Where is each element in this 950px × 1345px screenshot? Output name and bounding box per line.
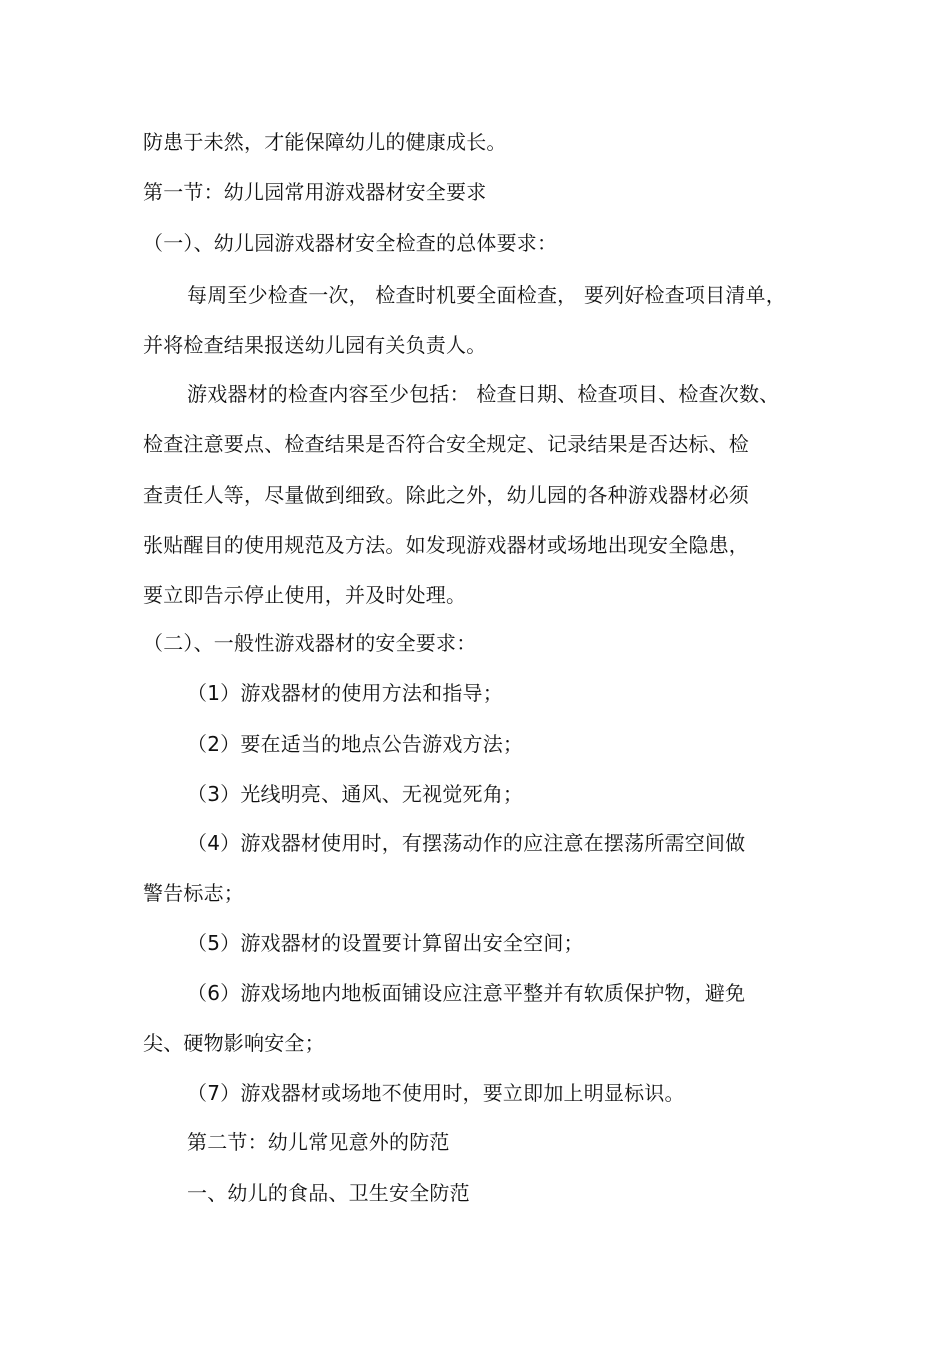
list-item-6-continued: 尖、硬物影响安全； <box>143 1031 325 1055</box>
section-heading-1: 第一节：幼儿园常用游戏器材安全要求 <box>143 180 487 204</box>
list-item-4: （4）游戏器材使用时，有摆荡动作的应注意在摆荡所需空间做 <box>187 831 746 855</box>
subsection-heading-1: （一）、幼儿园游戏器材安全检查的总体要求： <box>143 231 558 255</box>
subsection-heading-3: 一、幼儿的食品、卫生安全防范 <box>187 1181 470 1205</box>
text-line-8: 查责任人等，尽量做到细致。除此之外，幼儿园的各种游戏器材必须 <box>143 483 749 507</box>
list-item-3: （3）光线明亮、通风、无视觉死角； <box>187 782 524 806</box>
text-line-6: 游戏器材的检查内容至少包括： 检查日期、检查项目、检查次数、 <box>187 382 780 406</box>
text-line-4: 每周至少检查一次， 检查时机要全面检查， 要列好检查项目清单， <box>187 283 786 307</box>
text-line-9: 张贴醒目的使用规范及方法。如发现游戏器材或场地出现安全隐患， <box>143 533 749 557</box>
text-line-10: 要立即告示停止使用，并及时处理。 <box>143 583 467 607</box>
list-item-5: （5）游戏器材的设置要计算留出安全空间； <box>187 931 584 955</box>
section-heading-2: 第二节：幼儿常见意外的防范 <box>187 1130 450 1154</box>
subsection-heading-2: （二）、一般性游戏器材的安全要求： <box>143 631 477 655</box>
list-item-2: （2）要在适当的地点公告游戏方法； <box>187 732 524 756</box>
list-item-7: （7）游戏器材或场地不使用时，要立即加上明显标识。 <box>187 1081 685 1105</box>
text-line-5: 并将检查结果报送幼儿园有关负责人。 <box>143 333 487 357</box>
text-line-1: 防患于未然，才能保障幼儿的健康成长。 <box>143 130 507 154</box>
list-item-4-continued: 警告标志； <box>143 881 244 905</box>
list-item-1: （1）游戏器材的使用方法和指导； <box>187 681 503 705</box>
text-line-7: 检查注意要点、检查结果是否符合安全规定、记录结果是否达标、检 <box>143 432 749 456</box>
list-item-6: （6）游戏场地内地板面铺设应注意平整并有软质保护物，避免 <box>187 981 746 1005</box>
